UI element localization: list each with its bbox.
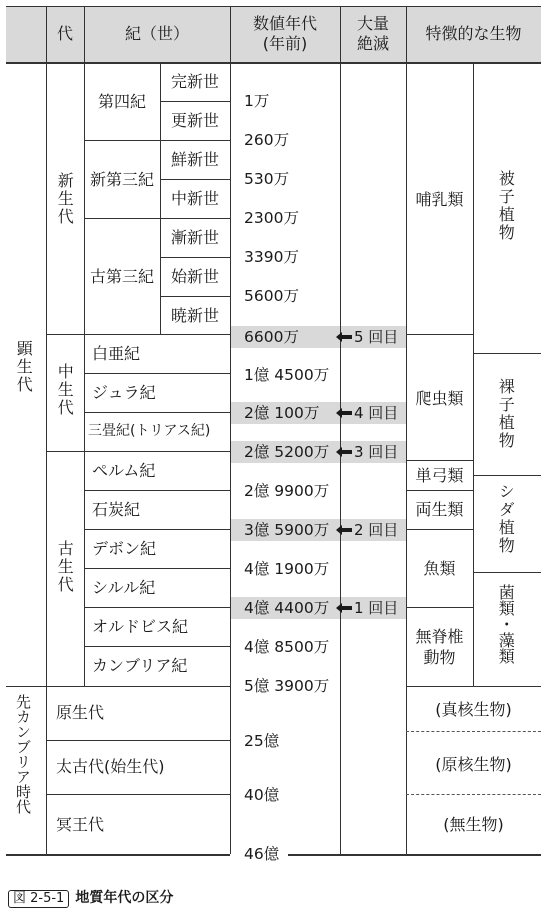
animal-fish: 魚類 — [423, 559, 456, 578]
epoch-holocene: 完新世 — [170, 72, 219, 91]
table-top-border — [6, 6, 541, 7]
header-era: 代 — [56, 24, 73, 43]
period-silurian: シルル紀 — [92, 578, 156, 597]
table-bottom-border — [6, 854, 230, 856]
animal-reptiles: 爬虫類 — [415, 389, 464, 408]
eon-boundary — [406, 686, 541, 687]
header-extinction-2: 絶滅 — [356, 34, 389, 53]
eon-precambrian: 先カンブリア時代 — [14, 694, 32, 814]
arrow-left-icon — [336, 525, 352, 535]
header-years-unit: (年前) — [262, 34, 308, 53]
age-label: 25億 — [244, 732, 280, 750]
row-line — [160, 257, 230, 258]
age-label: 3390万 — [244, 248, 299, 266]
eon-boundary — [6, 686, 230, 687]
epoch-miocene: 中新世 — [170, 189, 219, 208]
row-line — [84, 529, 230, 530]
period-triassic: 三畳紀(トリアス紀) — [88, 423, 211, 439]
life-prokaryotes: (原核生物) — [435, 755, 512, 774]
period-carboniferous: 石炭紀 — [92, 500, 141, 519]
age-label: 5億 3900万 — [244, 677, 330, 695]
era-period-divider — [84, 62, 85, 686]
animal-synapsids: 単弓類 — [415, 466, 464, 485]
animal-amphibians: 両生類 — [415, 500, 464, 519]
header-years: 数値年代 — [252, 14, 317, 33]
figure-caption — [8, 890, 173, 908]
period-jurassic: ジュラ紀 — [92, 383, 156, 402]
arrow-left-icon — [336, 447, 352, 457]
age-label: 4億 4400万 — [244, 599, 330, 617]
arrow-left-icon — [336, 332, 352, 342]
row-line — [473, 353, 541, 354]
epoch-eocene: 始新世 — [170, 267, 219, 286]
age-label: 3億 5900万 — [244, 521, 330, 539]
age-label: 1万 — [244, 92, 270, 110]
arrow-left-icon — [336, 603, 352, 613]
extinction-label: 4 回目 — [354, 404, 399, 422]
row-line — [160, 179, 230, 180]
row-line — [84, 373, 230, 374]
row-line — [84, 490, 230, 491]
age-label: 40億 — [244, 786, 280, 804]
dashed-divider — [406, 731, 541, 732]
epoch-paleocene: 暁新世 — [170, 306, 219, 325]
eon-proterozoic: 原生代 — [56, 703, 105, 722]
extinction-marker-3 — [336, 443, 398, 461]
extinction-bio-divider — [406, 62, 407, 854]
row-line — [84, 412, 230, 413]
age-label: 4億 8500万 — [244, 638, 330, 656]
header-organisms: 特徴的な生物 — [425, 24, 522, 43]
era-paleozoic: 古生代 — [55, 540, 75, 594]
era-boundary — [46, 334, 230, 335]
table-bottom-border — [288, 854, 541, 856]
figure-label: 図 2-5-1 — [8, 890, 69, 908]
row-line — [406, 490, 473, 491]
period-ordovician: オルドビス紀 — [92, 617, 189, 636]
epoch-pleistocene: 更新世 — [170, 111, 219, 130]
age-label: 6600万 — [244, 328, 299, 346]
plant-angiosperms: 被子植物 — [496, 170, 516, 242]
extinction-label: 3 回目 — [354, 443, 399, 461]
age-label: 2億 100万 — [244, 404, 320, 422]
row-line — [160, 296, 230, 297]
animal-plant-divider — [473, 62, 474, 686]
row-line — [84, 568, 230, 569]
life-none: (無生物) — [443, 815, 504, 834]
age-label: 46億 — [240, 845, 283, 864]
life-eukaryotes: (真核生物) — [435, 700, 512, 719]
row-line — [406, 607, 473, 608]
extinction-marker-4 — [336, 404, 398, 422]
extinction-marker-2 — [336, 521, 398, 539]
header-period: 紀（世） — [124, 24, 189, 43]
age-label: 5600万 — [244, 287, 299, 305]
period-paleogene: 古第三紀 — [89, 267, 154, 286]
row-line — [473, 572, 541, 573]
era-mesozoic: 中生代 — [55, 363, 75, 417]
period-devonian: デボン紀 — [92, 539, 157, 558]
age-label: 530万 — [244, 170, 290, 188]
animal-invertebrates-2: 動物 — [423, 648, 456, 667]
era-boundary — [406, 334, 473, 335]
eon-era-divider — [46, 62, 47, 686]
row-line — [46, 794, 230, 795]
period-cretaceous: 白亜紀 — [92, 344, 141, 363]
eon-phanerozoic: 顕生代 — [14, 340, 34, 394]
extinction-label: 2 回目 — [354, 521, 399, 539]
plant-ferns: シダ植物 — [496, 483, 516, 555]
row-line — [473, 475, 541, 476]
row-line — [84, 646, 230, 647]
period-cambrian: カンブリア紀 — [92, 656, 188, 675]
period-permian: ペルム紀 — [92, 461, 156, 480]
row-line — [84, 140, 230, 141]
extinction-marker-1 — [336, 599, 398, 617]
plant-gymnosperms: 裸子植物 — [496, 378, 516, 450]
period-neogene: 新第三紀 — [89, 170, 154, 189]
row-line — [160, 101, 230, 102]
header-bottom-border — [6, 62, 541, 64]
arrow-left-icon — [336, 408, 352, 418]
era-cenozoic: 新生代 — [55, 172, 75, 226]
age-label: 1億 4500万 — [244, 366, 330, 384]
row-line — [46, 740, 230, 741]
extinction-label: 1 回目 — [354, 599, 399, 617]
epoch-pliocene: 鮮新世 — [170, 150, 219, 169]
dashed-divider — [406, 794, 541, 795]
extinction-marker-5 — [336, 328, 398, 346]
age-label: 260万 — [244, 131, 290, 149]
precambrian-divider — [46, 686, 47, 854]
eon-hadean: 冥王代 — [56, 815, 105, 834]
row-line — [406, 460, 473, 461]
age-label: 2億 9900万 — [244, 482, 330, 500]
row-line — [84, 218, 230, 219]
plant-fungi-algae: 菌類・藻類 — [496, 584, 516, 664]
figure-title: 地質年代の区分 — [75, 890, 174, 907]
header-extinction: 大量 — [356, 14, 389, 33]
animal-mammals: 哺乳類 — [415, 190, 464, 209]
eon-archean: 太古代(始生代) — [56, 757, 165, 776]
animal-invertebrates: 無脊椎 — [415, 627, 464, 646]
row-line — [406, 529, 473, 530]
name-age-divider — [230, 62, 231, 854]
row-line — [84, 607, 230, 608]
period-quaternary: 第四紀 — [97, 92, 146, 111]
age-label: 2300万 — [244, 209, 299, 227]
extinction-label: 5 回目 — [354, 328, 399, 346]
era-boundary — [46, 451, 230, 452]
epoch-oligocene: 漸新世 — [170, 228, 219, 247]
age-label: 2億 5200万 — [244, 443, 330, 461]
age-label: 4億 1900万 — [244, 560, 330, 578]
